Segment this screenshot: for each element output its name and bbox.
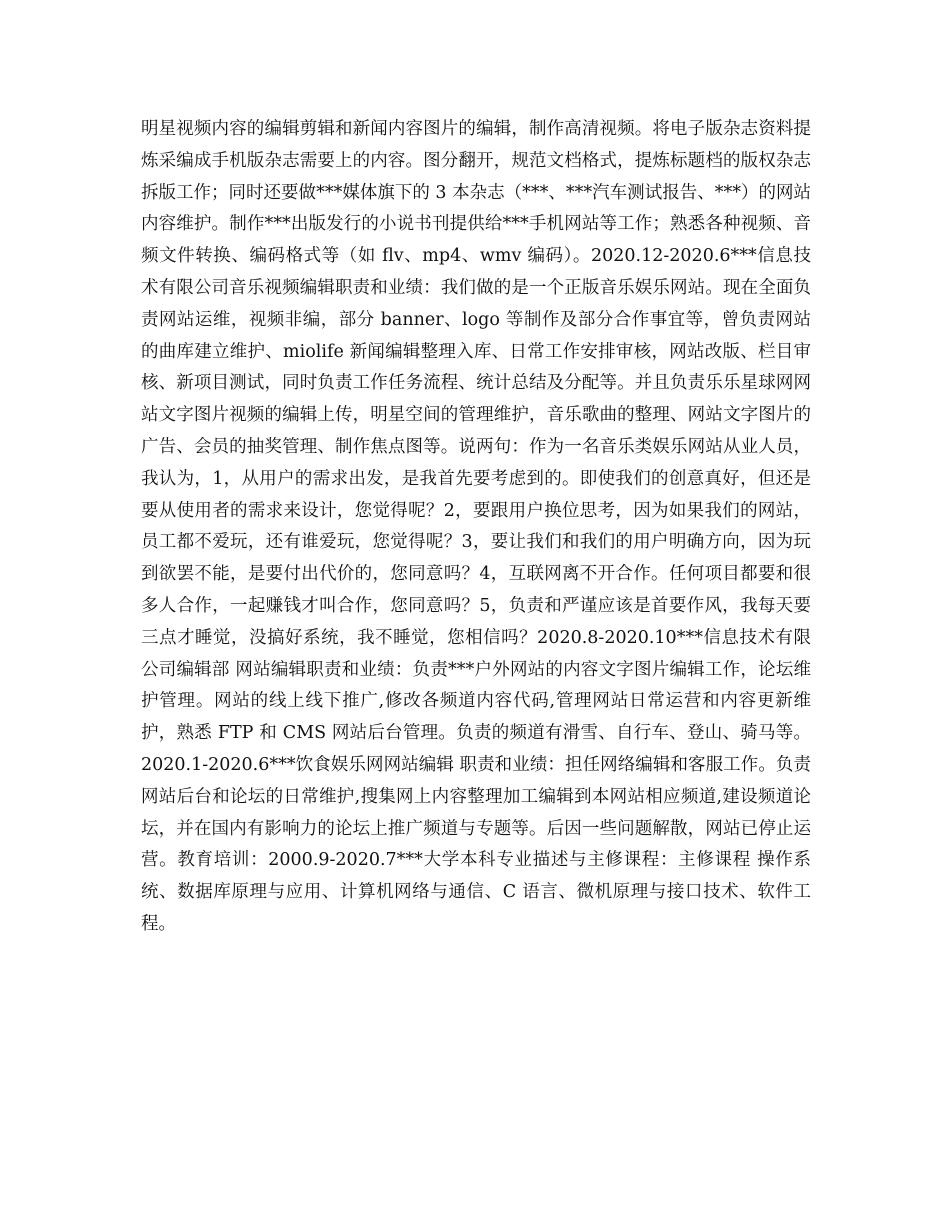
body-paragraph: 明星视频内容的编辑剪辑和新闻内容图片的编辑，制作高清视频。将电子版杂志资料提炼采编成手机版杂志需要上的内容。图分翻开，规范文档格式，提炼标题档的版权杂志拆版工作；同时还要做***媒体旗下的 3 本杂志（***、***汽车测试报告、***）的网站内容维护。制作***出版发行的小说书刊提供给***手机网站等工作；熟悉各种视频、音频文件转换、编码格式等（如 flv、mp4、wmv 编码）。2020.12-2020.6***信息技术有限公司音乐视频编辑职责和业绩：我们做的是一个正版音乐娱乐网站。现在全面负责网站运维，视频非编，部分 banner、logo 等制作及部分合作事宜等，曾负责网站的曲库建立维护、miolife 新闻编辑整理入库、日常工作安排审核，网站改版、栏目审核、新项目测试，同时负责工作任务流程、统计总结及分配等。并且负责乐乐星球网网站文字图片视频的编辑上传，明星空间的管理维护，音乐歌曲的整理、网站文字图片的广告、会员的抽奖管理、制作焦点图等。说两句：作为一名音乐类娱乐网站从业人员，我认为，1，从用户的需求出发，是我首先要考虑到的。即使我们的创意真好，但还是要从使用者的需求来设计，您觉得呢？2，要跟用户换位思考，因为如果我们的网站，员工都不爱玩，还有谁爱玩，您觉得呢？3，要让我们和我们的用户明确方向，因为玩到欲罢不能，是要付出代价的，您同意吗？4，互联网离不开合作。任何项目都要和很多人合作，一起赚钱才叫合作，您同意吗？5，负责和严谨应该是首要作风，我每天要三点才睡觉，没搞好系统，我不睡觉，您相信吗？2020.8-2020.10***信息技术有限公司编辑部 网站编辑职责和业绩：负责***户外网站的内容文字图片编辑工作，论坛维护管理。网站的线上线下推广,修改各频道内容代码,管理网站日常运营和内容更新维护，熟悉 FTP 和 CMS 网站后台管理。负责的频道有滑雪、自行车、登山、骑马等。2020.1-2020.6***饮食娱乐网网站编辑 职责和业绩：担任网络编辑和客服工作。负责网站后台和论坛的日常维护,搜集网上内容整理加工编辑到本网站相应频道,建设频道论坛，并在国内有影响力的论坛上推广频道与专题等。后因一些问题解散，网站已停止运营。教育培训：2000.9-2020.7***大学本科专业描述与主修课程：主修课程 操作系统、数据库原理与应用、计算机网络与通信、C 语言、微机原理与接口技术、软件工程。 xyxy=(141,119,811,934)
